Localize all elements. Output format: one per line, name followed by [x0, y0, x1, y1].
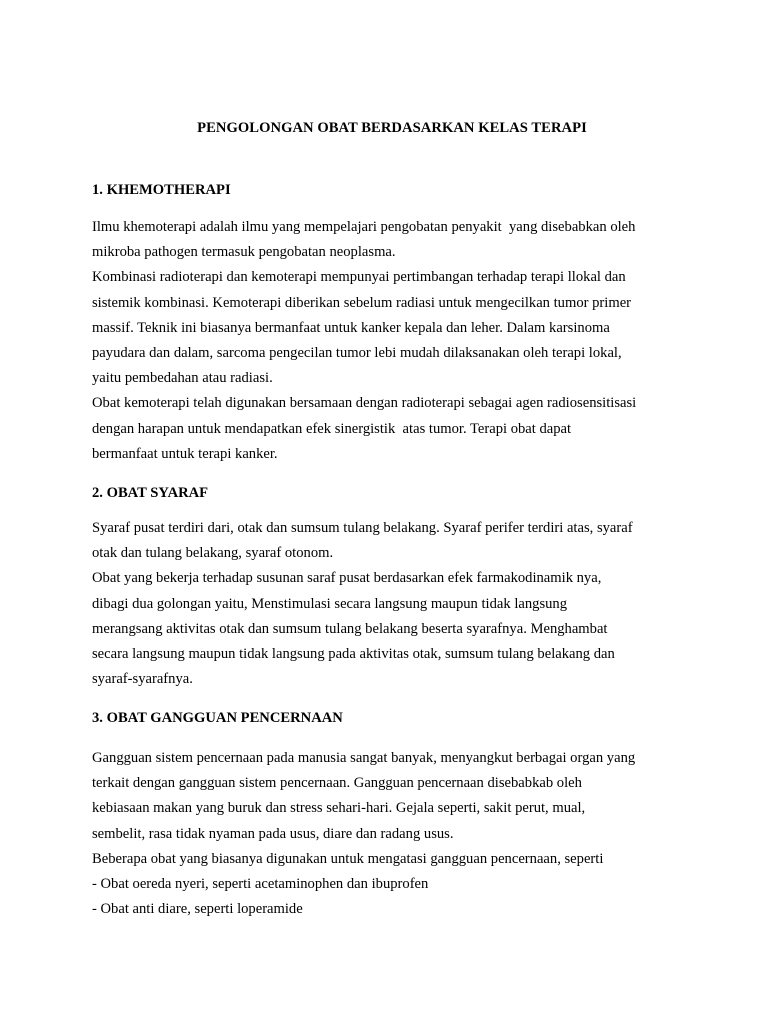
text-line: syaraf-syarafnya.: [92, 671, 193, 688]
section-heading-khemotherapi: 1. KHEMOTHERAPI: [92, 182, 231, 198]
text-line: yaitu pembedahan atau radiasi.: [92, 370, 273, 387]
text-line: kebiasaan makan yang buruk dan stress sehari-hari. Gejala seperti, sakit perut, mual,: [92, 800, 586, 817]
text-line: otak dan tulang belakang, syaraf otonom.: [92, 545, 334, 562]
section-heading-obat-gangguan-pencernaan: 3. OBAT GANGGUAN PENCERNAAN: [92, 710, 343, 726]
text-line: Beberapa obat yang biasanya digunakan untuk mengatasi gangguan pencernaan, seperti: [92, 850, 604, 867]
text-line: payudara dan dalam, sarcoma pengecilan tumor lebi mudah dilaksanakan oleh terapi lokal,: [92, 344, 622, 361]
text-line: Obat kemoterapi telah digunakan bersamaan dengan radioterapi sebagai agen radiosensitisasi: [92, 395, 637, 412]
text-line: dengan harapan untuk mendapatkan efek sinergistik atas tumor. Terapi obat dapat: [92, 420, 572, 437]
section-body-khemotherapi: [92, 215, 692, 467]
document-page: [92, 0, 692, 1024]
text-line: massif. Teknik ini biasanya bermanfaat untuk kanker kepala dan leher. Dalam karsinoma: [92, 319, 610, 336]
text-line: Ilmu khemoterapi adalah ilmu yang mempelajari pengobatan penyakit yang disebabkan oleh: [92, 219, 636, 235]
text-line: mikroba pathogen termasuk pengobatan neoplasma.: [92, 244, 396, 261]
text-line: Gangguan sistem pencernaan pada manusia sangat banyak, menyangkut berbagai organ yang: [92, 750, 636, 766]
text-line: bermanfaat untuk terapi kanker.: [92, 445, 278, 462]
text-line: terkait dengan gangguan sistem pencernaan. Gangguan pencernaan disebabkab oleh: [92, 775, 582, 792]
text-line: sistemik kombinasi. Kemoterapi diberikan sebelum radiasi untuk mengecilkan tumor primer: [92, 294, 632, 311]
list-item: - Obat anti diare, seperti loperamide: [92, 901, 303, 918]
list-item: - Obat oereda nyeri, seperti acetaminophen dan ibuprofen: [92, 875, 429, 892]
text-line: Syaraf pusat terdiri dari, otak dan sumsum tulang belakang. Syaraf perifer terdiri atas, syaraf: [92, 520, 633, 536]
section-heading-obat-syaraf: 2. OBAT SYARAF: [92, 485, 209, 501]
section-body-obat-syaraf: [92, 516, 692, 692]
text-line: Kombinasi radioterapi dan kemoterapi mempunyai pertimbangan terhadap terapi llokal dan: [92, 269, 626, 286]
text-line: Obat yang bekerja terhadap susunan saraf pusat berdasarkan efek farmakodinamik nya,: [92, 570, 602, 587]
text-line: merangsang aktivitas otak dan sumsum tulang belakang beserta syarafnya. Menghambat: [92, 620, 608, 637]
text-line: secara langsung maupun tidak langsung pada aktivitas otak, sumsum tulang belakang dan: [92, 645, 615, 662]
text-line: dibagi dua golongan yaitu, Menstimulasi secara langsung maupun tidak langsung: [92, 595, 568, 612]
document-title: PENGOLONGAN OBAT BERDASARKAN KELAS TERAPI: [197, 120, 587, 136]
text-line: sembelit, rasa tidak nyaman pada usus, diare dan radang usus.: [92, 825, 454, 842]
section-body-obat-gangguan-pencernaan: [92, 746, 692, 922]
